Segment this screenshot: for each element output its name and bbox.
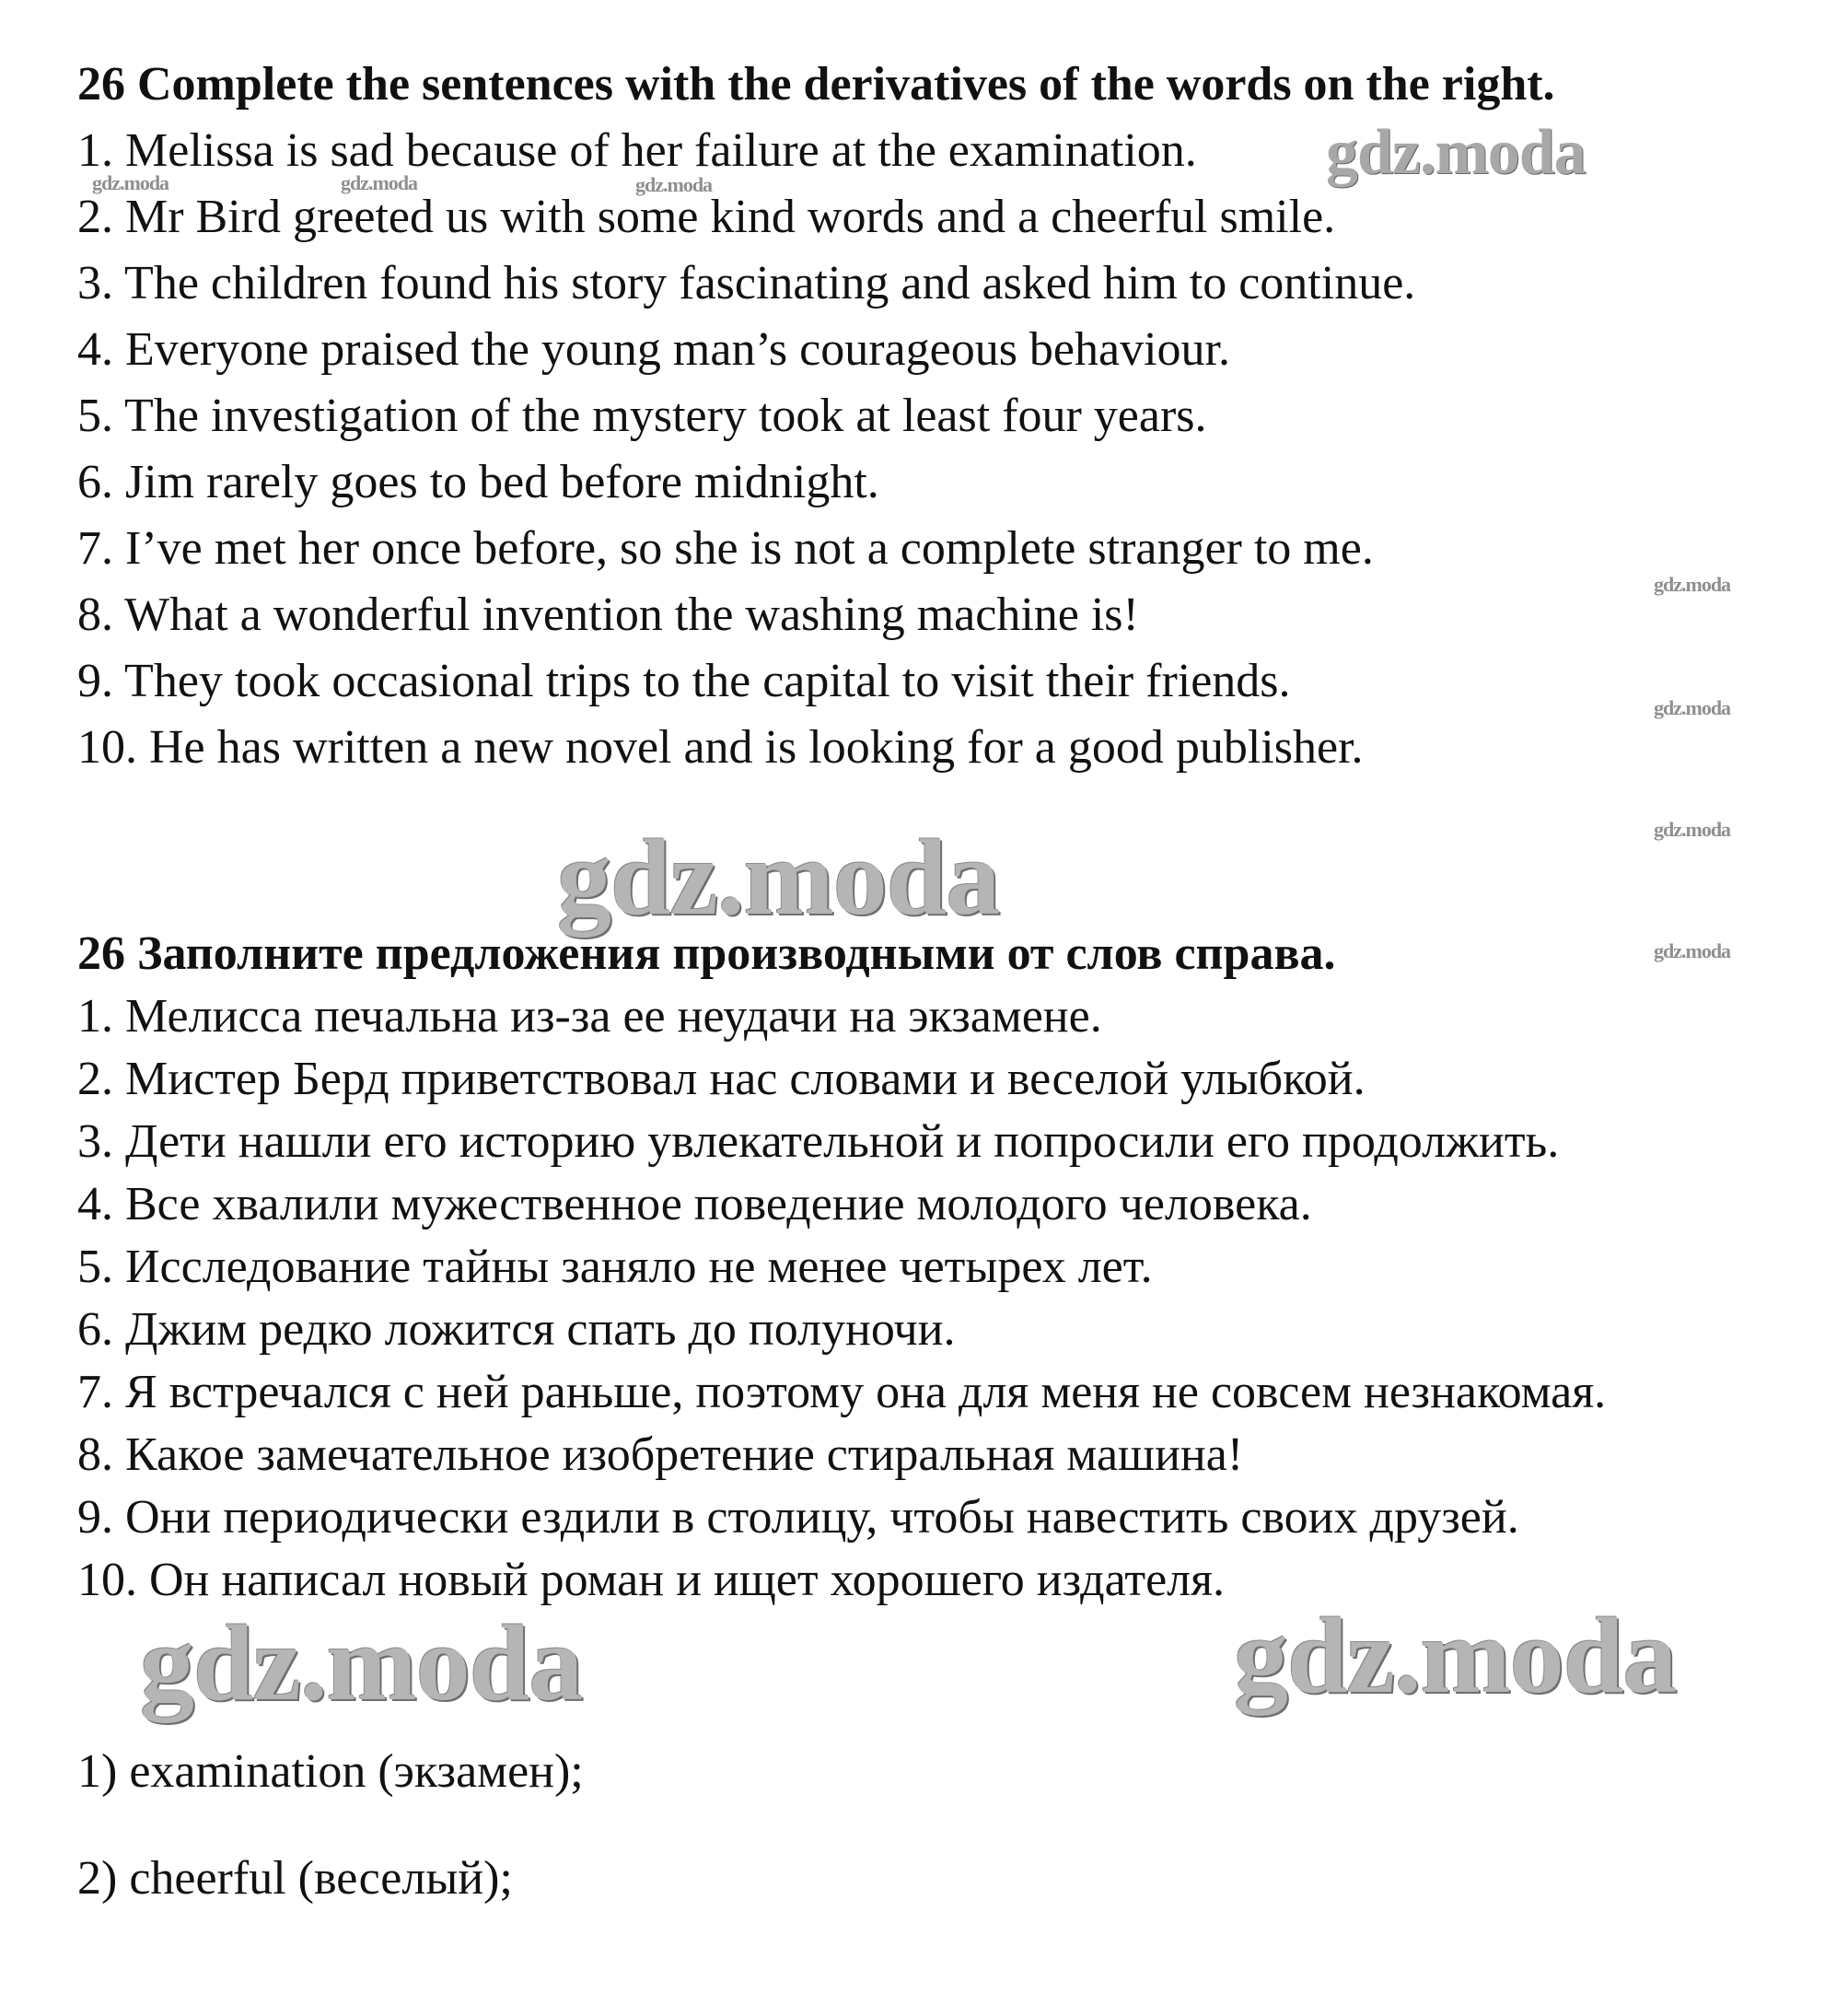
watermark-logo: gdz.moda (1234, 1595, 1677, 1716)
russian-sentence-1: 1. Мелисса печальна из-за ее неудачи на экзамене. (77, 990, 1102, 1043)
english-sentence-7: 7. I’ve met her once before, so she is not a complete stranger to me. (77, 522, 1374, 575)
watermark-logo: gdz.moda (140, 1603, 583, 1723)
watermark-small: gdz.moda (1654, 573, 1731, 596)
english-heading: 26 Complete the sentences with the derivatives of the words on the right. (77, 58, 1555, 111)
russian-sentence-7: 7. Я встречался с ней раньше, поэтому она для меня не совсем незнакомая. (77, 1366, 1607, 1418)
watermark-small: gdz.moda (1654, 939, 1731, 962)
russian-section (77, 923, 1606, 1612)
russian-sentence-8: 8. Какое замечательное изобретение стиральная машина! (77, 1428, 1244, 1481)
english-sentence-9: 9. They took occasional trips to the capital to visit their friends. (77, 655, 1291, 707)
english-sentence-5: 5. The investigation of the mystery took at least four years. (77, 390, 1207, 442)
watermark-small: gdz.moda (635, 173, 713, 196)
russian-sentence-5: 5. Исследование тайны заняло не менее четырех лет. (77, 1241, 1153, 1293)
watermark-small: gdz.moda (1654, 696, 1731, 719)
watermark-logo: gdz.moda (1326, 117, 1586, 188)
russian-heading: 26 Заполните предложения производными от слов справа. (77, 927, 1336, 980)
watermark-small: gdz.moda (92, 171, 169, 194)
english-sentence-4: 4. Everyone praised the young man’s courageous behaviour. (77, 323, 1230, 376)
english-sentence-8: 8. What a wonderful invention the washing machine is! (77, 589, 1139, 641)
english-sentence-3: 3. The children found his story fascinating and asked him to continue. (77, 257, 1416, 309)
watermark-logo: gdz.moda (557, 817, 1000, 938)
english-sentence-6: 6. Jim rarely goes to bed before midnight. (77, 456, 879, 508)
answer-2: 2) cheerful (веселый); (77, 1852, 513, 1905)
russian-sentence-4: 4. Все хвалили мужественное поведение молодого человека. (77, 1178, 1312, 1230)
russian-sentence-2: 2. Мистер Берд приветствовал нас словами и веселой улыбкой. (77, 1053, 1366, 1105)
russian-sentence-3: 3. Дети нашли его историю увлекательной и попросили его продолжить. (77, 1115, 1560, 1168)
russian-sentence-10: 10. Он написал новый роман и ищет хорошего издателя. (77, 1554, 1226, 1606)
english-sentence-2: 2. Mr Bird greeted us with some kind words and a cheerful smile. (77, 191, 1336, 243)
russian-sentence-6: 6. Джим редко ложится спать до полуночи. (77, 1303, 956, 1356)
english-sentence-1: 1. Melissa is sad because of her failure at the examination. (77, 124, 1197, 177)
watermark-small: gdz.moda (341, 171, 418, 194)
answer-1: 1) examination (экзамен); (77, 1745, 584, 1798)
english-sentence-10: 10. He has written a new novel and is looking for a good publisher. (77, 721, 1364, 774)
russian-sentence-9: 9. Они периодически ездили в столицу, чтобы навестить своих друзей. (77, 1491, 1519, 1544)
watermark-small: gdz.moda (1654, 818, 1731, 841)
